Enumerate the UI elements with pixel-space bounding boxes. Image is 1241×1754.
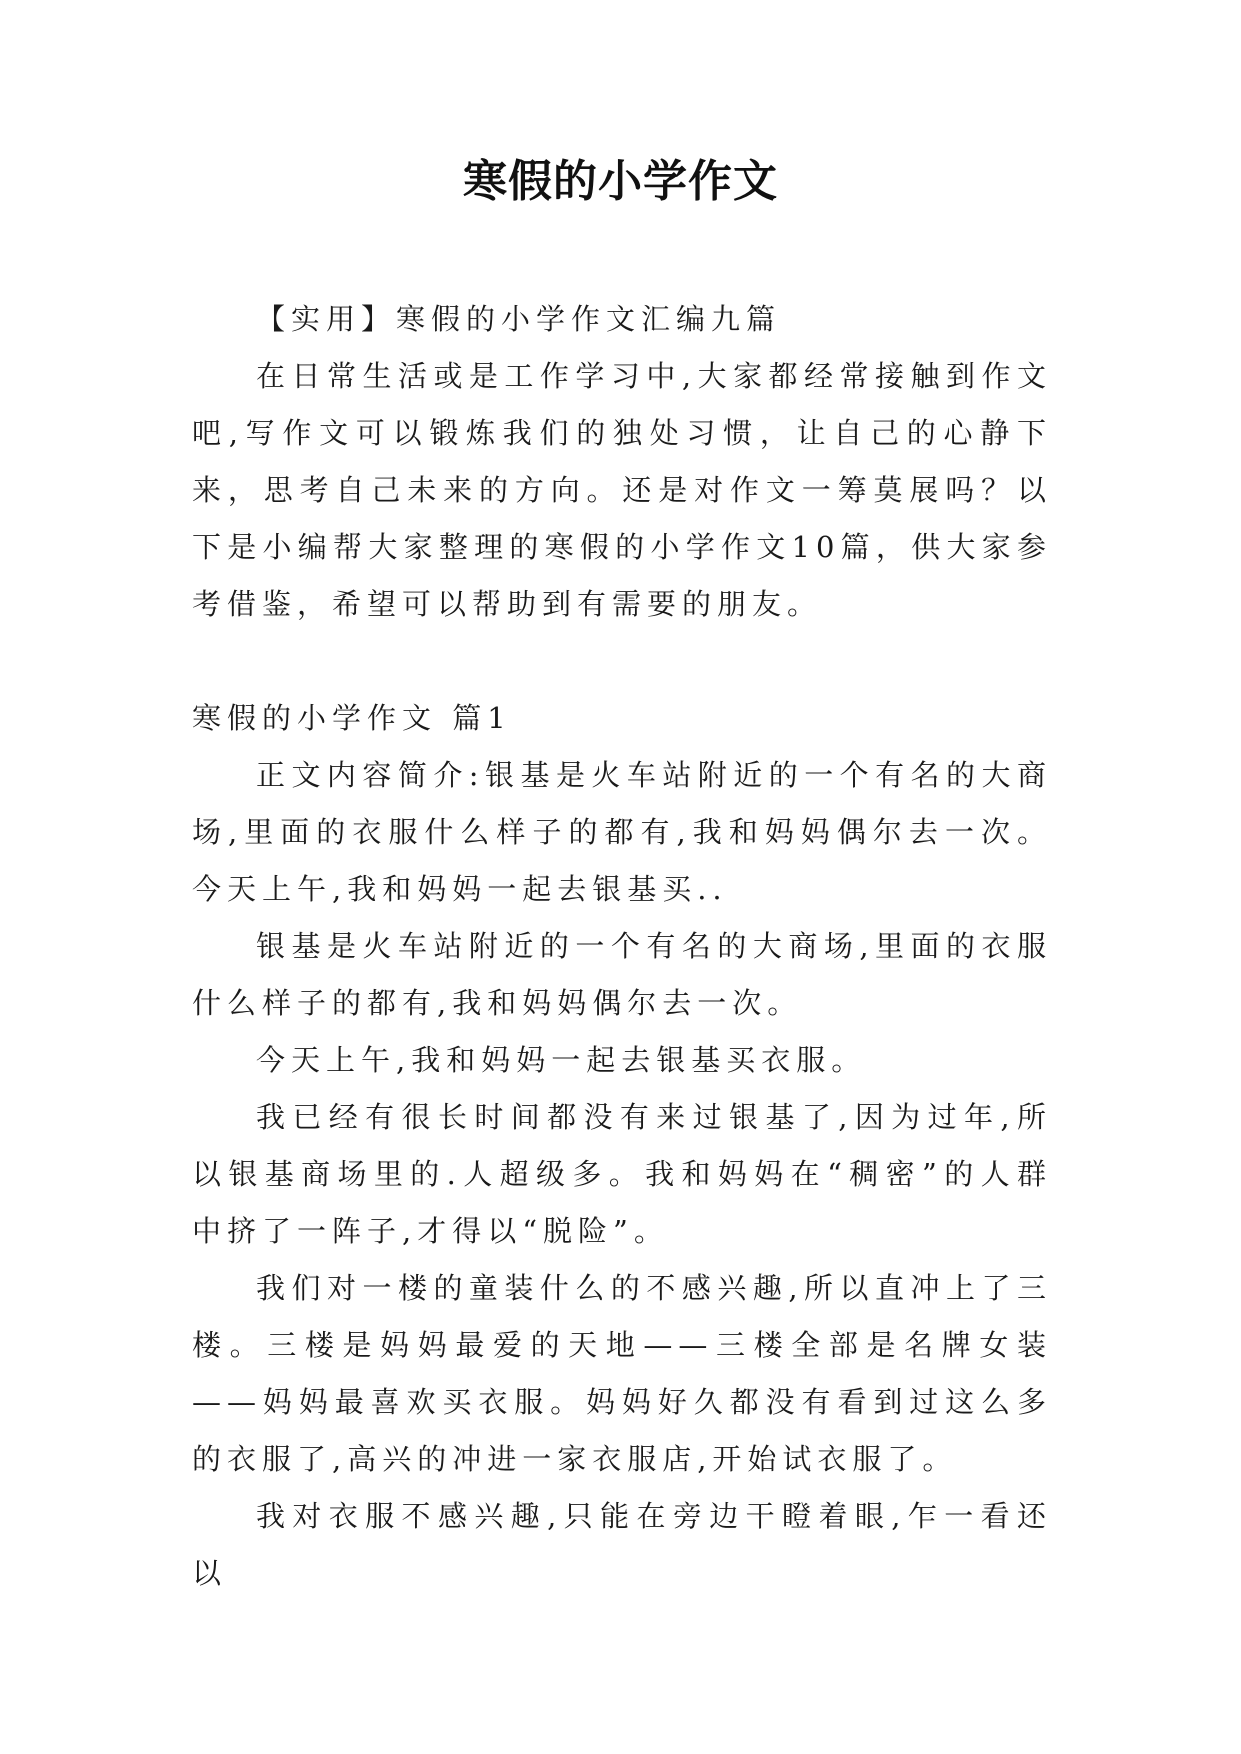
document-body xyxy=(192,291,1052,1602)
body-paragraph: 我对衣服不感兴趣,只能在旁边干瞪着眼,乍一看还以 xyxy=(192,1499,1052,1590)
body-paragraph: 银基是火车站附近的一个有名的大商场,里面的衣服什么样子的都有,我和妈妈偶尔去一次。 xyxy=(192,929,1052,1020)
body-paragraph: 正文内容简介:银基是火车站附近的一个有名的大商场,里面的衣服什么样子的都有,我和妈妈偶尔去一次。今天上午,我和妈妈一起去银基买.. xyxy=(192,758,1052,906)
section-heading: 寒假的小学作文 篇1 xyxy=(192,701,512,735)
intro-heading: 【实用】寒假的小学作文汇编九篇 xyxy=(256,302,782,336)
document-title: 寒假的小学作文 xyxy=(463,156,778,207)
body-paragraph: 我们对一楼的童装什么的不感兴趣,所以直冲上了三楼。三楼是妈妈最爱的天地——三楼全部是名牌女装——妈妈最喜欢买衣服。妈妈好久都没有看到过这么多的衣服了,高兴的冲进一家衣服店,开始试衣服了。 xyxy=(192,1271,1052,1476)
intro-paragraph: 在日常生活或是工作学习中,大家都经常接触到作文吧,写作文可以锻炼我们的独处习惯，让自己的心静下来，思考自己未来的方向。还是对作文一筹莫展吗？以下是小编帮大家整理的寒假的小学作文10篇，供大家参考借鉴，希望可以帮助到有需要的朋友。 xyxy=(192,359,1052,621)
body-paragraph: 今天上午,我和妈妈一起去银基买衣服。 xyxy=(256,1043,867,1077)
body-paragraph: 我已经有很长时间都没有来过银基了,因为过年,所以银基商场里的.人超级多。我和妈妈在“稠密”的人群中挤了一阵子,才得以“脱险”。 xyxy=(192,1100,1052,1248)
